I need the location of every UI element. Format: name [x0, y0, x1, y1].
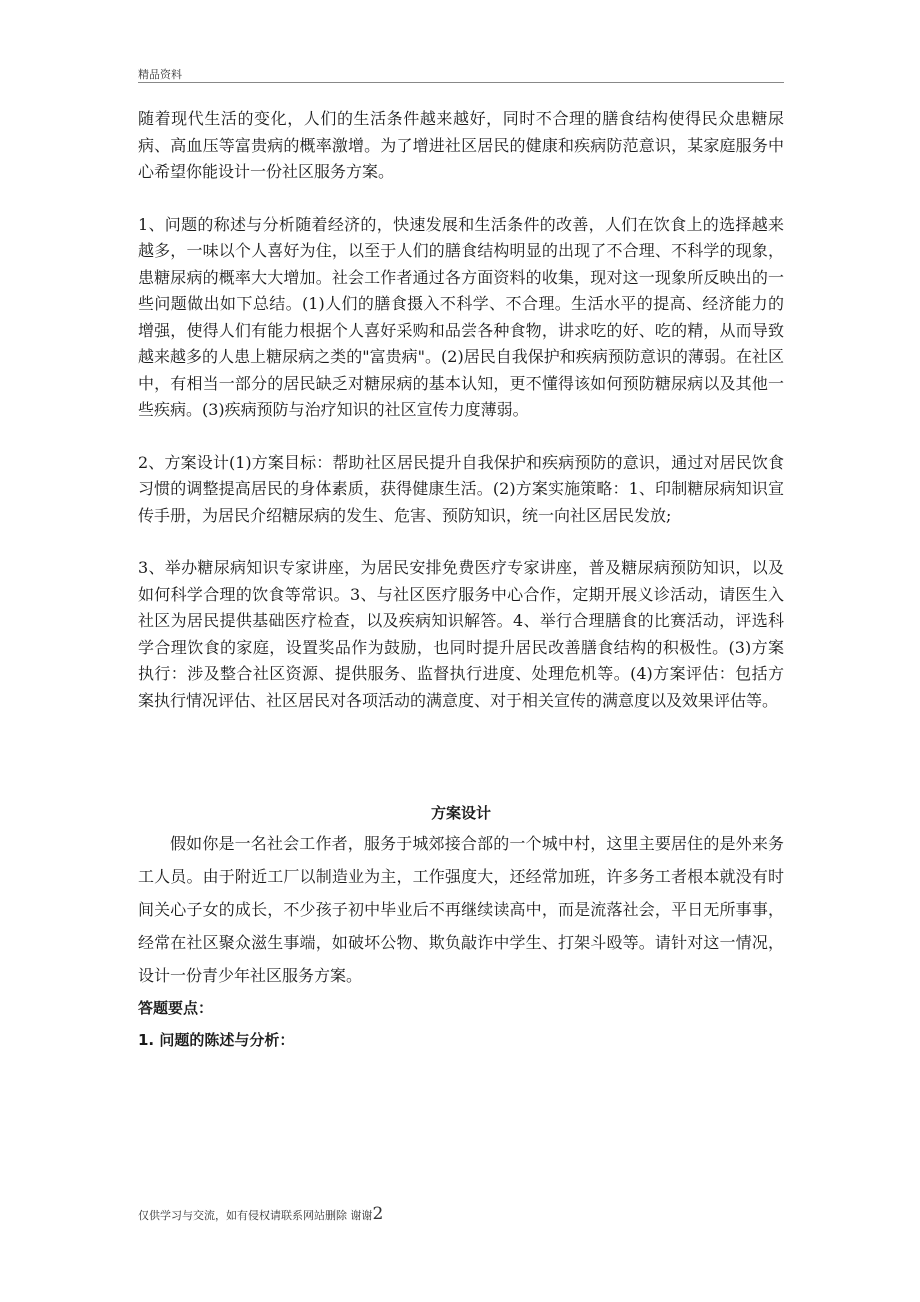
paragraph-spacer — [138, 424, 784, 450]
footer-disclaimer: 仅供学习与交流，如有侵权请联系网站删除 谢谢 — [138, 1209, 373, 1222]
document-body — [138, 106, 784, 1056]
paragraph-spacer — [138, 186, 784, 212]
problem-analysis-paragraph: 1、问题的称述与分析随着经济的，快速发展和生活条件的改善，人们在饮食上的选择越来越多，一味以个人喜好为住，以至于人们的膳食结构明显的出现了不合理、不科学的现象，患糖尿病的概率大大增加。社会工作者通过各方面资料的收集，现对这一现象所反映出的一些问题做出如下总结。(1)人们的膳食摄入不科学、不合理。生活水平的提高、经济能力的增强，使得人们有能力根据个人喜好采购和品尝各种食物，讲求吃的好、吃的精，从而导致越来越多的人患上糖尿病之类的"富贵病"。(2)居民自我保护和疾病预防意识的薄弱。在社区中，有相当一部分的居民缺乏对糖尿病的基本认知，更不懂得该如何预防糖尿病以及其他一些疾病。(3)疾病预防与治疗知识的社区宣传力度薄弱。 — [138, 214, 784, 419]
point-one-heading: 1. 问题的陈述与分析： — [138, 1031, 295, 1049]
section-body-paragraph: 假如你是一名社会工作者，服务于城郊接合部的一个城中村，这里主要居住的是外来务工人员。由于附近工厂以制造业为主，工作强度大，还经常加班，许多务工者根本就没有时间关心子女的成长，不少孩子初中毕业后不再继续读高中，而是流落社会，平日无所事事，经常在社区聚众滋生事端，如破坏公物、欺负敲诈中学生、打架斗殴等。请针对这一情况，设计一份青少年社区服务方案。 — [138, 834, 784, 985]
page-number: 2 — [372, 1204, 384, 1224]
paragraph-spacer — [138, 529, 784, 555]
header-divider — [138, 82, 784, 83]
page-header-label: 精品资料 — [138, 68, 182, 81]
page-footer — [138, 1204, 383, 1224]
intro-paragraph: 随着现代生活的变化，人们的生活条件越来越好，同时不合理的膳食结构使得民众患糖尿病、高血压等富贵病的概率激增。为了增进社区居民的健康和疾病防范意识，某家庭服务中心希望你能设计一份社区服务方案。 — [138, 109, 784, 181]
plan-design-paragraph: 2、方案设计(1)方案目标：帮助社区居民提升自我保护和疾病预防的意识，通过对居民饮食习惯的调整提高居民的身体素质，获得健康生活。(2)方案实施策略：1、印制糖尿病知识宣传手册，为居民介绍糖尿病的发生、危害、预防知识，统一向社区居民发放; — [138, 452, 784, 525]
section-spacer — [138, 714, 784, 790]
plan-strategy-paragraph: 3、举办糖尿病知识专家讲座，为居民安排免费医疗专家讲座，普及糖尿病预防知识，以及如何科学合理的饮食等常识。3、与社区医疗服务中心合作，定期开展义诊活动，请医生入社区为居民提供基础医疗检查，以及疾病知识解答。4、举行合理膳食的比赛活动，评选科学合理饮食的家庭，设置奖品作为鼓励，也同时提升居民改善膳食结构的积极性。(3)方案执行：涉及整合社区资源、提供服务、监督执行进度、处理危机等。(4)方案评估：包括方案执行情况评估、社区居民对各项活动的满意度、对于相关宣传的满意度以及效果评估等。 — [138, 558, 784, 710]
answer-key-heading: 答题要点： — [138, 999, 214, 1017]
section-title: 方案设计 — [430, 804, 491, 822]
